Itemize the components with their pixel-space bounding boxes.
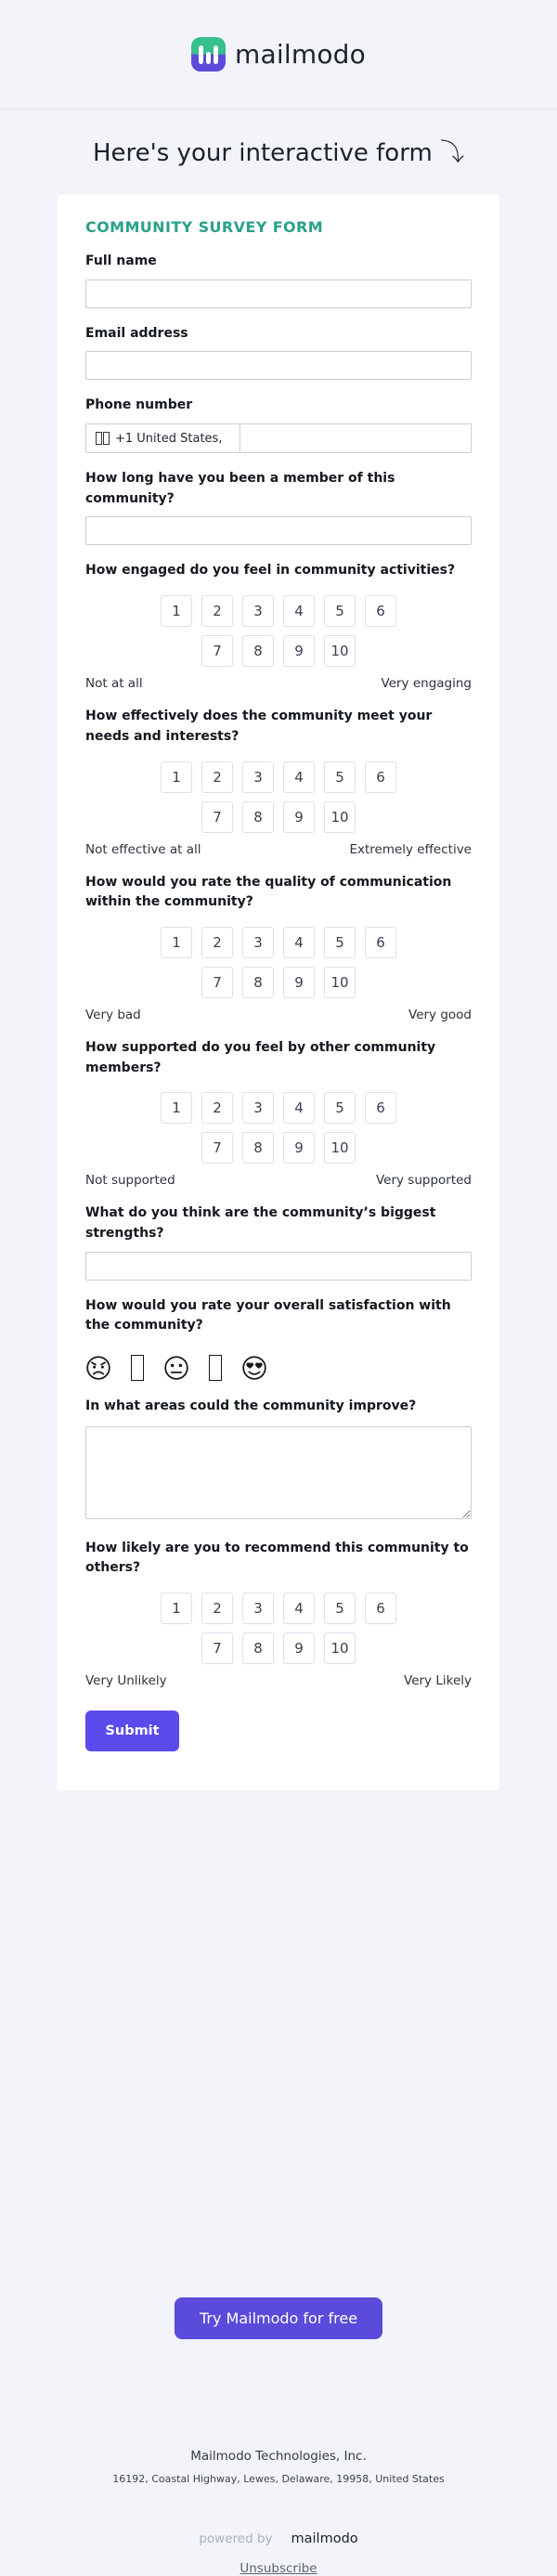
effectiveness-rating-9[interactable]: 9 xyxy=(283,801,315,833)
effectiveness-rating-4[interactable]: 4 xyxy=(283,761,315,793)
mailmodo-logo-text: mailmodo xyxy=(235,39,366,70)
footer-address: 16192, Coastal Highway, Lewes, Delaware, 19958, United States xyxy=(112,2473,445,2486)
recommend-rating-2[interactable]: 2 xyxy=(201,1593,233,1624)
effectiveness-rating-7[interactable]: 7 xyxy=(201,801,233,833)
cta-section xyxy=(0,2297,557,2339)
improvement-textarea[interactable] xyxy=(85,1426,472,1519)
engagement-rating-9[interactable]: 9 xyxy=(283,635,315,667)
support-rating-7[interactable]: 7 xyxy=(201,1132,233,1164)
communication-rating-1[interactable]: 1 xyxy=(161,927,192,958)
engagement-rating-2[interactable]: 2 xyxy=(201,595,233,627)
recommend-min-label: Very Unlikely xyxy=(85,1673,167,1689)
improvement-question: In what areas could the community improve? xyxy=(85,1399,417,1413)
full-name-label: Full name xyxy=(85,254,157,268)
engagement-max-label: Very engaging xyxy=(381,676,472,692)
communication-max-label: Very good xyxy=(408,1007,472,1022)
recommend-rating-4[interactable]: 4 xyxy=(283,1593,315,1624)
member-duration-label: How long have you been a member of this community? xyxy=(85,471,395,506)
try-mailmodo-button[interactable]: Try Mailmodo for free xyxy=(175,2297,382,2339)
missing-emoji-placeholder-1[interactable] xyxy=(131,1355,144,1381)
hero-title: Here's your interactive form ⤵ xyxy=(92,139,465,167)
phone-number-input[interactable] xyxy=(240,424,471,452)
sad-face-icon[interactable] xyxy=(85,1355,111,1381)
effectiveness-scale-labels xyxy=(85,842,472,857)
recommend-rating-6[interactable]: 6 xyxy=(365,1593,396,1624)
communication-min-label: Very bad xyxy=(85,1007,141,1022)
communication-question: How would you rate the quality of communication within the community? xyxy=(85,874,452,910)
effectiveness-question: How effectively does the community meet your needs and interests? xyxy=(85,709,433,744)
support-rating-4[interactable]: 4 xyxy=(283,1092,315,1124)
support-rating-6[interactable]: 6 xyxy=(365,1092,396,1124)
mailmodo-logo xyxy=(191,37,366,72)
communication-scale xyxy=(157,927,400,998)
member-duration-input[interactable] xyxy=(85,516,472,545)
recommend-rating-7[interactable]: 7 xyxy=(201,1633,233,1664)
powered-by-label: powered by xyxy=(199,2531,273,2547)
satisfaction-emoji-row xyxy=(85,1355,472,1381)
recommend-rating-5[interactable]: 5 xyxy=(324,1593,356,1624)
support-min-label: Not supported xyxy=(85,1173,175,1189)
communication-rating-7[interactable]: 7 xyxy=(201,967,233,998)
communication-rating-10[interactable]: 10 xyxy=(324,967,356,998)
spacer xyxy=(0,1790,557,2297)
recommend-scale-labels xyxy=(85,1673,472,1688)
footer-company: Mailmodo Technologies, Inc. xyxy=(190,2449,367,2465)
powered-by-brand: mailmodo xyxy=(291,2531,358,2547)
mailmodo-logo-icon xyxy=(191,37,226,72)
support-rating-10[interactable]: 10 xyxy=(324,1132,356,1164)
unsubscribe-link[interactable]: Unsubscribe xyxy=(240,2561,317,2576)
recommend-rating-9[interactable]: 9 xyxy=(283,1633,315,1664)
us-flag-icon xyxy=(96,432,110,445)
recommend-rating-3[interactable]: 3 xyxy=(242,1593,274,1624)
email-label: Email address xyxy=(85,325,188,341)
neutral-face-icon[interactable] xyxy=(163,1355,189,1381)
effectiveness-rating-8[interactable]: 8 xyxy=(242,801,274,833)
support-rating-1[interactable]: 1 xyxy=(161,1092,192,1124)
engagement-rating-5[interactable]: 5 xyxy=(324,595,356,627)
effectiveness-max-label: Extremely effective xyxy=(349,841,472,857)
submit-button[interactable]: Submit xyxy=(85,1711,179,1751)
recommend-question: How likely are you to recommend this community to others? xyxy=(85,1540,469,1576)
hero-section xyxy=(0,110,557,194)
powered-by-row xyxy=(0,2531,557,2546)
effectiveness-rating-1[interactable]: 1 xyxy=(161,761,192,793)
missing-emoji-placeholder-2[interactable] xyxy=(209,1355,222,1381)
engagement-question: How engaged do you feel in community activities? xyxy=(85,563,456,579)
communication-scale-labels xyxy=(85,1008,472,1022)
engagement-rating-4[interactable]: 4 xyxy=(283,595,315,627)
phone-label: Phone number xyxy=(85,397,193,413)
communication-rating-9[interactable]: 9 xyxy=(283,967,315,998)
communication-rating-6[interactable]: 6 xyxy=(365,927,396,958)
strengths-input[interactable] xyxy=(85,1252,472,1281)
support-rating-3[interactable]: 3 xyxy=(242,1092,274,1124)
effectiveness-min-label: Not effective at all xyxy=(85,841,201,857)
form-title: COMMUNITY SURVEY FORM xyxy=(85,218,324,236)
support-scale-labels xyxy=(85,1173,472,1188)
phone-country-selector[interactable] xyxy=(86,424,240,452)
recommend-max-label: Very Likely xyxy=(404,1673,472,1689)
communication-rating-5[interactable]: 5 xyxy=(324,927,356,958)
engagement-scale xyxy=(157,595,400,667)
satisfaction-question: How would you rate your overall satisfaction with the community? xyxy=(85,1297,451,1334)
engagement-rating-7[interactable]: 7 xyxy=(201,635,233,667)
recommend-rating-10[interactable]: 10 xyxy=(324,1633,356,1664)
phone-field xyxy=(85,423,472,453)
support-question: How supported do you feel by other community members? xyxy=(85,1039,436,1075)
strengths-question: What do you think are the community’s biggest strengths? xyxy=(85,1205,436,1241)
effectiveness-scale xyxy=(157,761,400,833)
support-scale xyxy=(157,1092,400,1164)
recommend-rating-1[interactable]: 1 xyxy=(161,1593,192,1624)
engagement-min-label: Not at all xyxy=(85,676,143,692)
support-rating-5[interactable]: 5 xyxy=(324,1092,356,1124)
engagement-rating-3[interactable]: 3 xyxy=(242,595,274,627)
effectiveness-rating-3[interactable]: 3 xyxy=(242,761,274,793)
effectiveness-rating-5[interactable]: 5 xyxy=(324,761,356,793)
footer xyxy=(0,2449,557,2576)
engagement-rating-8[interactable]: 8 xyxy=(242,635,274,667)
effectiveness-rating-6[interactable]: 6 xyxy=(365,761,396,793)
header xyxy=(0,0,557,110)
effectiveness-rating-2[interactable]: 2 xyxy=(201,761,233,793)
communication-rating-4[interactable]: 4 xyxy=(283,927,315,958)
communication-rating-2[interactable]: 2 xyxy=(201,927,233,958)
support-rating-8[interactable]: 8 xyxy=(242,1132,274,1164)
heart-eyes-face-icon[interactable] xyxy=(241,1355,267,1381)
phone-country-label: +1 United States, xyxy=(115,431,223,446)
support-max-label: Very supported xyxy=(375,1173,472,1189)
support-rating-2[interactable]: 2 xyxy=(201,1092,233,1124)
engagement-scale-labels xyxy=(85,676,472,691)
engagement-rating-6[interactable]: 6 xyxy=(365,595,396,627)
engagement-rating-1[interactable]: 1 xyxy=(161,595,192,627)
recommend-scale xyxy=(157,1593,400,1664)
recommend-rating-8[interactable]: 8 xyxy=(242,1633,274,1664)
full-name-input[interactable] xyxy=(85,280,472,308)
communication-rating-3[interactable]: 3 xyxy=(242,927,274,958)
email-input[interactable] xyxy=(85,351,472,380)
effectiveness-rating-10[interactable]: 10 xyxy=(324,801,356,833)
communication-rating-8[interactable]: 8 xyxy=(242,967,274,998)
engagement-rating-10[interactable]: 10 xyxy=(324,635,356,667)
survey-form-card xyxy=(58,194,499,1790)
support-rating-9[interactable]: 9 xyxy=(283,1132,315,1164)
